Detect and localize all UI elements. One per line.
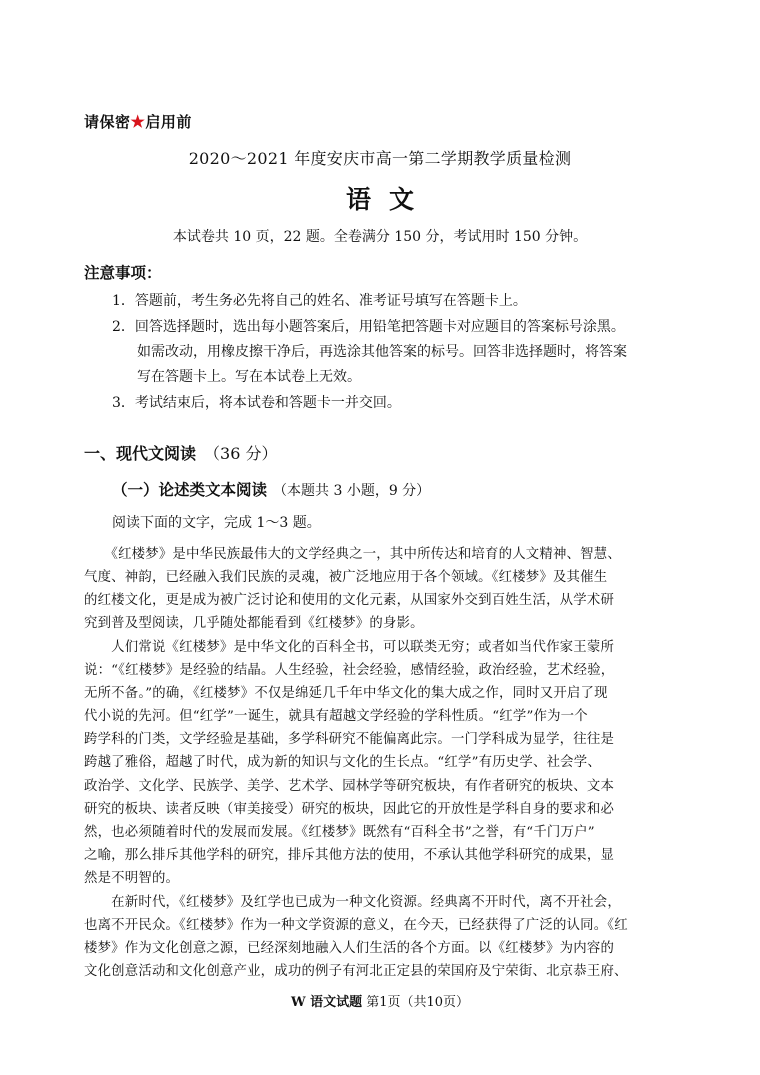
passage-line: 政治学、文化学、民族学、美学、艺术学、园林学等研究板块，有作者研究的板块、文本 — [84, 779, 615, 794]
passage-line: 跨越了雅俗，超越了时代，成为新的知识与文化的生长点。“红学”有历史学、社会学、 — [84, 755, 601, 770]
subsection-meta: （本题共 3 小题，9 分） — [273, 483, 431, 499]
passage-line: 跨学科的门类，文学经验是基础，多学科研究不能偏离此宗。一门学科成为显学，往往是 — [84, 732, 615, 747]
passage-line: 无所不备。”的确，《红楼梦》不仅是绵延几千年中华文化的集大成之作，同时又开启了现 — [84, 686, 608, 701]
passage-line: 然，也必须随着时代的发展而发展。《红楼梦》既然有“百科全书”之誉，有“千门万户” — [84, 825, 595, 840]
section-title: 一、现代文阅读 — [84, 444, 197, 463]
passage-line: 人们常说《红楼梦》是中华文化的百科全书，可以联类无穷；或者如当代作家王蒙所 — [84, 640, 615, 655]
passage-line: 也离不开民众。《红楼梦》作为一种文学资源的意义，在今天，已经获得了广泛的认同。《红 — [84, 918, 628, 933]
subject-title: 语文 — [345, 185, 432, 214]
red-star-icon: ★ — [130, 112, 146, 131]
reading-instruction: 阅读下面的文字，完成 1～3 题。 — [112, 515, 321, 531]
exam-title: 2020～2021 年度安庆市高一第二学期教学质量检测 — [188, 149, 572, 168]
footer-page-number: 第1页（共10页） — [366, 995, 470, 1010]
passage-line: 文化创意活动和文化创意产业，成功的例子有河北正定县的荣国府及宁荣街、北京恭王府、 — [84, 964, 628, 979]
passage-line: 之喻，那么排斥其他学科的研究，排斥其他方法的使用，不承认其他学科研究的成果，显 — [84, 848, 615, 863]
passage-line: 在新时代，《红楼梦》及红学也已成为一种文化资源。经典离不开时代，离不开社会， — [84, 895, 621, 910]
passage-line: 《红楼梦》是中华民族最伟大的文学经典之一，其中所传达和培育的人文精神、智慧、 — [84, 547, 621, 562]
confidential-label: 请保密 — [84, 113, 131, 131]
passage-line: 的红楼文化，更是成为被广泛讨论和使用的文化元素，从国家外交到百姓生活，从学术研 — [84, 593, 615, 608]
passage-line: 楼梦》作为文化创意之源，已经深刻地融入人们生活的各个方面。以《红楼梦》为内容的 — [84, 941, 615, 956]
subsection-title: （一）论述类文本阅读 — [112, 480, 268, 499]
passage-line: 然是不明智的。 — [84, 871, 180, 886]
passage-line: 研究的板块、读者反映（审美接受）研究的板块，因此它的开放性是学科自身的要求和必 — [84, 802, 615, 817]
passage-line: 说：“《红楼梦》是经验的结晶。人生经验，社会经验，感情经验，政治经验，艺术经验， — [84, 663, 615, 678]
passage-line: 究到普及型阅读，几乎随处都能看到《红楼梦》的身影。 — [84, 616, 424, 631]
passage-line: 代小说的先河。但“红学”一诞生，就具有超越文学经验的学科性质。“红学”作为一个 — [84, 709, 588, 724]
page-footer — [0, 991, 760, 1010]
note-item: 3．考试结束后，将本试卷和答题卡一并交回。 — [112, 395, 401, 411]
before-use-label: 启用前 — [145, 113, 192, 131]
note-item: 2．回答选择题时，选出每小题答案后，用铅笔把答题卡对应题目的答案标号涂黑。 — [112, 319, 625, 335]
exam-info: 本试卷共 10 页，22 题。全卷满分 150 分，考试用时 150 分钟。 — [172, 229, 588, 245]
subsection-heading — [112, 478, 430, 500]
passage-line: 气度、神韵，已经融入我们民族的灵魂，被广泛地应用于各个领域。《红楼梦》及其催生 — [84, 570, 608, 585]
footer-title: W 语文试题 — [290, 995, 363, 1010]
note-item-continued: 如需改动，用橡皮擦干净后，再选涂其他答案的标号。回答非选择题时，将答案 — [137, 344, 627, 360]
section-score: （36 分） — [204, 444, 278, 463]
note-item: 1．答题前，考生务必先将自己的姓名、准考证号填写在答题卡上。 — [112, 293, 527, 309]
notes-heading: 注意事项： — [84, 263, 162, 282]
confidential-notice — [84, 111, 192, 132]
note-item-continued: 写在答题卡上。写在本试卷上无效。 — [137, 369, 361, 385]
section-heading — [84, 441, 277, 464]
